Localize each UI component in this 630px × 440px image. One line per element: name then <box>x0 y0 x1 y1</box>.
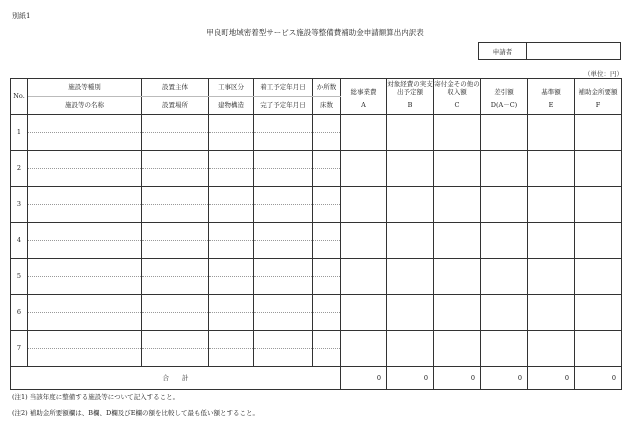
header-total-cost: 総事業費 <box>341 79 387 97</box>
data-rows <box>11 115 622 367</box>
donation-cell[interactable] <box>434 295 481 331</box>
completion-date-cell[interactable] <box>254 241 313 259</box>
location-cell[interactable] <box>142 241 209 259</box>
donation-cell[interactable] <box>434 331 481 367</box>
location-cell[interactable] <box>142 133 209 151</box>
difference-cell[interactable] <box>481 223 528 259</box>
start-date-cell[interactable] <box>254 295 313 313</box>
total-cost-cell[interactable] <box>341 295 387 331</box>
applicant-box <box>478 42 621 60</box>
total-b: 0 <box>387 367 434 390</box>
location-cell[interactable] <box>142 277 209 295</box>
total-cost-cell[interactable] <box>341 151 387 187</box>
subsidy-cell[interactable] <box>575 331 622 367</box>
donation-cell[interactable] <box>434 223 481 259</box>
facility-name-cell[interactable] <box>28 313 142 331</box>
facility-name-cell[interactable] <box>28 205 142 223</box>
standard-cell[interactable] <box>528 223 575 259</box>
places-cell[interactable] <box>313 115 341 133</box>
difference-cell[interactable] <box>481 115 528 151</box>
standard-cell[interactable] <box>528 187 575 223</box>
subsidy-cell[interactable] <box>575 223 622 259</box>
work-class-cell[interactable] <box>209 295 254 313</box>
difference-cell[interactable] <box>481 259 528 295</box>
total-cost-cell[interactable] <box>341 115 387 151</box>
start-date-cell[interactable] <box>254 187 313 205</box>
header-col-c: C <box>434 97 481 115</box>
completion-date-cell[interactable] <box>254 277 313 295</box>
row-number: 2 <box>11 151 28 187</box>
header-start-date: 着工予定年月日 <box>254 79 313 97</box>
total-cost-cell[interactable] <box>341 187 387 223</box>
places-cell[interactable] <box>313 331 341 349</box>
location-cell[interactable] <box>142 313 209 331</box>
operator-cell[interactable] <box>142 331 209 349</box>
floors-cell[interactable] <box>313 313 341 331</box>
subsidy-cell[interactable] <box>575 295 622 331</box>
header-target-cost: 対象経費の実支出予定額 <box>387 80 433 97</box>
header-standard: 基準額 <box>528 79 575 97</box>
structure-cell[interactable] <box>209 169 254 187</box>
row-number: 6 <box>11 295 28 331</box>
applicant-label: 申請者 <box>479 43 527 60</box>
facility-name-cell[interactable] <box>28 349 142 367</box>
total-c: 0 <box>434 367 481 390</box>
header-completion-date: 完了予定年月日 <box>254 97 313 115</box>
subsidy-cell[interactable] <box>575 187 622 223</box>
header-no: No. <box>11 79 28 115</box>
document-title: 甲良町地域密着型サービス施設等整備費補助金申請額算出内訳表 <box>206 28 424 37</box>
header-difference: 差引額 <box>481 79 528 97</box>
structure-cell[interactable] <box>209 277 254 295</box>
floors-cell[interactable] <box>313 133 341 151</box>
structure-cell[interactable] <box>209 205 254 223</box>
breakdown-table <box>10 78 622 390</box>
work-class-cell[interactable] <box>209 187 254 205</box>
row-number: 4 <box>11 223 28 259</box>
total-cost-cell[interactable] <box>341 331 387 367</box>
header-col-a: A <box>341 97 387 115</box>
operator-cell[interactable] <box>142 115 209 133</box>
total-cost-cell[interactable] <box>341 259 387 295</box>
donation-cell[interactable] <box>434 187 481 223</box>
standard-cell[interactable] <box>528 295 575 331</box>
structure-cell[interactable] <box>209 241 254 259</box>
header-donation: 寄付金その他の収入額 <box>434 80 480 97</box>
operator-cell[interactable] <box>142 187 209 205</box>
header-places: か所数 <box>313 79 341 97</box>
difference-cell[interactable] <box>481 151 528 187</box>
structure-cell[interactable] <box>209 349 254 367</box>
subsidy-cell[interactable] <box>575 151 622 187</box>
work-class-cell[interactable] <box>209 223 254 241</box>
facility-name-cell[interactable] <box>28 133 142 151</box>
facility-type-cell[interactable] <box>28 259 142 277</box>
difference-cell[interactable] <box>481 187 528 223</box>
standard-cell[interactable] <box>528 151 575 187</box>
total-e: 0 <box>528 367 575 390</box>
completion-date-cell[interactable] <box>254 169 313 187</box>
header-facility-type: 施設等種別 <box>28 79 142 97</box>
work-class-cell[interactable] <box>209 151 254 169</box>
donation-cell[interactable] <box>434 115 481 151</box>
start-date-cell[interactable] <box>254 223 313 241</box>
header-col-f: F <box>575 97 622 115</box>
standard-cell[interactable] <box>528 331 575 367</box>
applicant-field[interactable] <box>527 43 621 60</box>
total-f: 0 <box>575 367 622 390</box>
target-cost-cell[interactable] <box>387 259 434 295</box>
work-class-cell[interactable] <box>209 115 254 133</box>
standard-cell[interactable] <box>528 259 575 295</box>
donation-cell[interactable] <box>434 151 481 187</box>
target-cost-cell[interactable] <box>387 115 434 151</box>
facility-name-cell[interactable] <box>28 169 142 187</box>
document-label: 別紙1 <box>12 12 31 20</box>
header-subsidy: 補助金所要額 <box>575 79 622 97</box>
target-cost-cell[interactable] <box>387 187 434 223</box>
target-cost-cell[interactable] <box>387 223 434 259</box>
facility-name-cell[interactable] <box>28 241 142 259</box>
work-class-cell[interactable] <box>209 331 254 349</box>
completion-date-cell[interactable] <box>254 133 313 151</box>
places-cell[interactable] <box>313 295 341 313</box>
row-number: 7 <box>11 331 28 367</box>
operator-cell[interactable] <box>142 151 209 169</box>
facility-type-cell[interactable] <box>28 331 142 349</box>
target-cost-cell[interactable] <box>387 331 434 367</box>
difference-cell[interactable] <box>481 331 528 367</box>
work-class-cell[interactable] <box>209 259 254 277</box>
row-number: 5 <box>11 259 28 295</box>
completion-date-cell[interactable] <box>254 349 313 367</box>
location-cell[interactable] <box>142 349 209 367</box>
places-cell[interactable] <box>313 259 341 277</box>
header-location: 設置場所 <box>142 97 209 115</box>
floors-cell[interactable] <box>313 241 341 259</box>
subsidy-cell[interactable] <box>575 259 622 295</box>
floors-cell[interactable] <box>313 277 341 295</box>
unit-note: （単位：円） <box>584 70 623 78</box>
places-cell[interactable] <box>313 151 341 169</box>
difference-cell[interactable] <box>481 295 528 331</box>
facility-type-cell[interactable] <box>28 115 142 133</box>
header-structure: 建物構造 <box>209 97 254 115</box>
location-cell[interactable] <box>142 205 209 223</box>
donation-cell[interactable] <box>434 259 481 295</box>
completion-date-cell[interactable] <box>254 313 313 331</box>
places-cell[interactable] <box>313 187 341 205</box>
facility-name-cell[interactable] <box>28 277 142 295</box>
subsidy-cell[interactable] <box>575 115 622 151</box>
operator-cell[interactable] <box>142 295 209 313</box>
floors-cell[interactable] <box>313 349 341 367</box>
facility-type-cell[interactable] <box>28 223 142 241</box>
header-facility-name: 施設等の名称 <box>28 97 142 115</box>
total-label: 合 計 <box>11 367 341 390</box>
header-col-e: E <box>528 97 575 115</box>
note-2: (注2) 補助金所要額欄は、B欄、D欄及びE欄の額を比較して最も低い額とすること。 <box>12 409 260 417</box>
row-number: 3 <box>11 187 28 223</box>
header-col-b: B <box>387 97 434 115</box>
facility-type-cell[interactable] <box>28 187 142 205</box>
target-cost-cell[interactable] <box>387 295 434 331</box>
header-operator: 設置主体 <box>142 79 209 97</box>
facility-type-cell[interactable] <box>28 151 142 169</box>
total-d: 0 <box>481 367 528 390</box>
completion-date-cell[interactable] <box>254 205 313 223</box>
start-date-cell[interactable] <box>254 151 313 169</box>
header-col-d: D(A－C) <box>481 97 528 115</box>
places-cell[interactable] <box>313 223 341 241</box>
operator-cell[interactable] <box>142 259 209 277</box>
operator-cell[interactable] <box>142 223 209 241</box>
floors-cell[interactable] <box>313 205 341 223</box>
note-1: (注1) 当該年度に整備する施設等について記入すること。 <box>12 393 180 401</box>
start-date-cell[interactable] <box>254 331 313 349</box>
row-number: 1 <box>11 115 28 151</box>
header-work-class: 工事区分 <box>209 79 254 97</box>
target-cost-cell[interactable] <box>387 151 434 187</box>
standard-cell[interactable] <box>528 115 575 151</box>
total-cost-cell[interactable] <box>341 223 387 259</box>
total-a: 0 <box>341 367 387 390</box>
structure-cell[interactable] <box>209 133 254 151</box>
start-date-cell[interactable] <box>254 115 313 133</box>
start-date-cell[interactable] <box>254 259 313 277</box>
floors-cell[interactable] <box>313 169 341 187</box>
structure-cell[interactable] <box>209 313 254 331</box>
location-cell[interactable] <box>142 169 209 187</box>
facility-type-cell[interactable] <box>28 295 142 313</box>
header-floors: 床数 <box>313 97 341 115</box>
